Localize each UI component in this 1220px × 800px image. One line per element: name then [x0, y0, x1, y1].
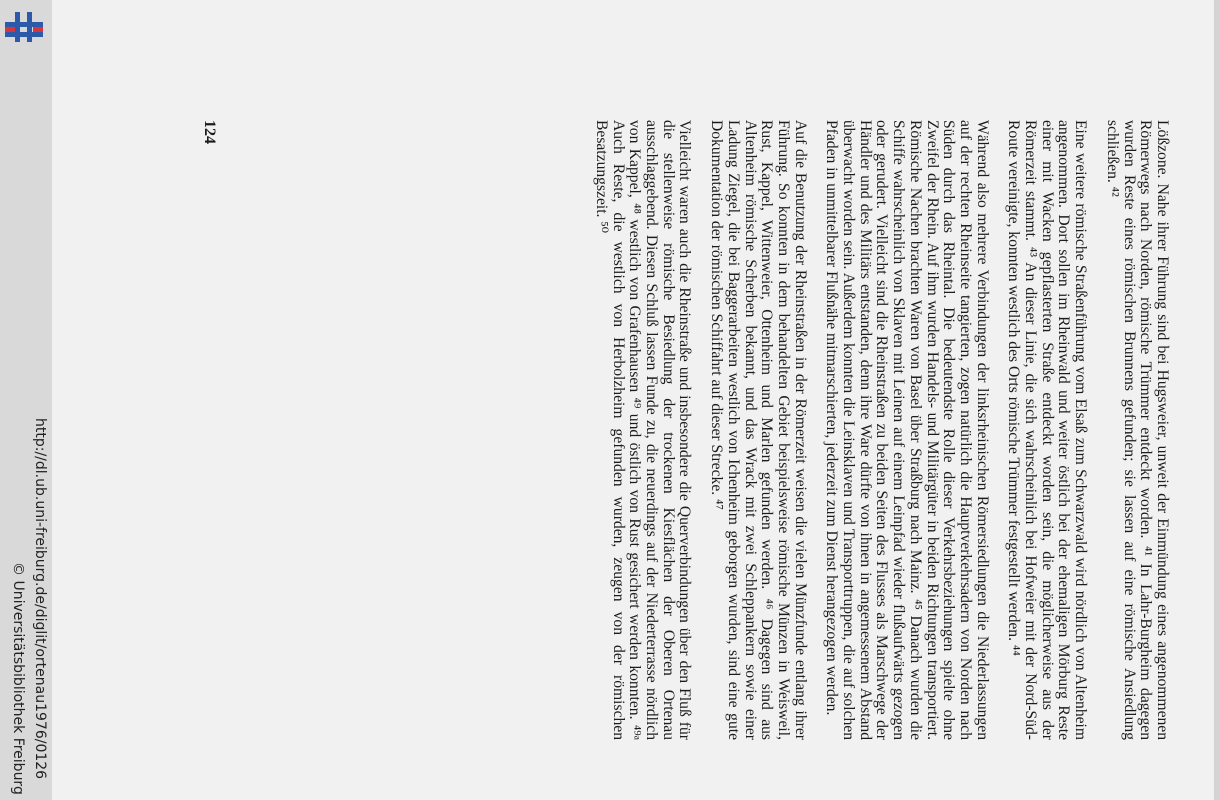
scanned-page: [60, 0, 1210, 800]
sidebar-text: [0, 0, 52, 800]
paragraph: Auf die Benutzung der Rheinstraßen in der Römerzeit weisen die vielen Münzfunde entlang ihrer Führung. So konnten in dem behandelten Gebiet beispielsweise römische Münzen in Weisweil, Rust, Kappel, Wittenweier, Ottenheim und Marlen gefunden werden. ⁴⁶ Dagegen sind aus Altenheim römische Scherben bekannt, und das Wrack mit zwei Schleppankern sowie einer Ladung Ziegel, die bei Baggerarbeiten westlich von Ichenheim geborgen wurden, sind eine gute Dokumentation der römischen Schiffahrt auf dieser Strecke. ⁴⁷: [708, 120, 809, 740]
paragraph: Vielleicht waren auch die Rheinstraße und insbesondere die Querverbindungen über den Fluß für die stellenweise römische Besiedlung der trockenen Kiesflächen der Oberen Ortenau ausschlaggebend. Diesen Schluß lassen Funde zu, die neuerdings auf der Niederterrasse nördlich von Kappel, ⁴⁸ westlich von Grafenhausen ⁴⁹ und östlich von Rust gesichert werden konnten. ⁴⁹ᵃ Auch Reste, die westlich von Herbolzheim gefunden wurden, zeugen von der römischen Besatzungszeit. ⁵⁰: [592, 120, 694, 740]
page-number: 124: [201, 120, 218, 144]
paragraph: Während also mehrere Verbindungen der linksrheinischen Römersiedlungen die Niederlassungen auf der rechten Rheinseite tangierten, zogen natürlich die Hauptverkehrsadern von Norden nach Süden durch das Rheintal. Die bedeutendste Rolle dieser Verkehrsbeziehungen spielte ohne Zweifel der Rhein. Auf ihm wurden Handels- und Militärgüter in beiden Richtungen transportiert. Römische Nachen brachten Waren von Basel über Straßburg nach Mainz. ⁴⁵ Danach wurden die Schiffe wahrscheinlich von Sklaven mit Leinen auf einem Leinpfad wieder flußaufwärts gezogen oder gerudert. Vielleicht sind die Rheinstraßen zu beiden Seiten des Flusses als Marschwege der Händler und des Militärs entstanden, denn ihre Ware dürfte von ihnen in angemessenem Abstand überwacht worden sein. Außerdem konnten die Leinsklaven und Transporttruppen, die auf solchen Pfaden in unmittelbarer Flußnähe mitmarschierten, jederzeit zum Dienst herangezogen werden.: [823, 120, 991, 740]
paragraph: Lößzone. Nahe ihrer Führung sind bei Hugsweier, unweit der Einmündung eines angenommenen Römerwegs nach Norden, römische Trümmer entdeckt worden. ⁴¹ In Lahr-Burgheim dagegen wurden Reste eines römischen Brunnens gefunden; sie lassen auf eine römische Ansiedlung schließen. ⁴²: [1103, 120, 1171, 740]
source-url[interactable]: http://dl.ub.uni-freiburg.de/diglit/ortenau1976/0126: [32, 418, 48, 780]
paragraph: Eine weitere römische Straßenführung vom Elsaß zum Schwarzwald wird nördlich von Altenheim angenommen. Dort sollen im Rheinwald und weiter östlich bei der ehemaligen Mörburg Reste einer mit Wacken gepflasterten Straße entdeckt worden sein, die möglicherweise aus der Römerzeit stammt. ⁴³ An dieser Linie, die sich wahrscheinlich bei Hofweier mit der Nord-Süd-Route vereinigte, konnten westlich des Orts römische Trümmer festgestellt werden. ⁴⁴: [1005, 120, 1090, 740]
copyright-notice: © Universitätsbibliothek Freiburg: [10, 562, 26, 795]
scrollbar-track[interactable]: [1214, 0, 1220, 800]
page-body: [577, 120, 1170, 740]
viewer-sidebar: [0, 0, 52, 800]
scanned-page-viewport: [60, 0, 1210, 800]
